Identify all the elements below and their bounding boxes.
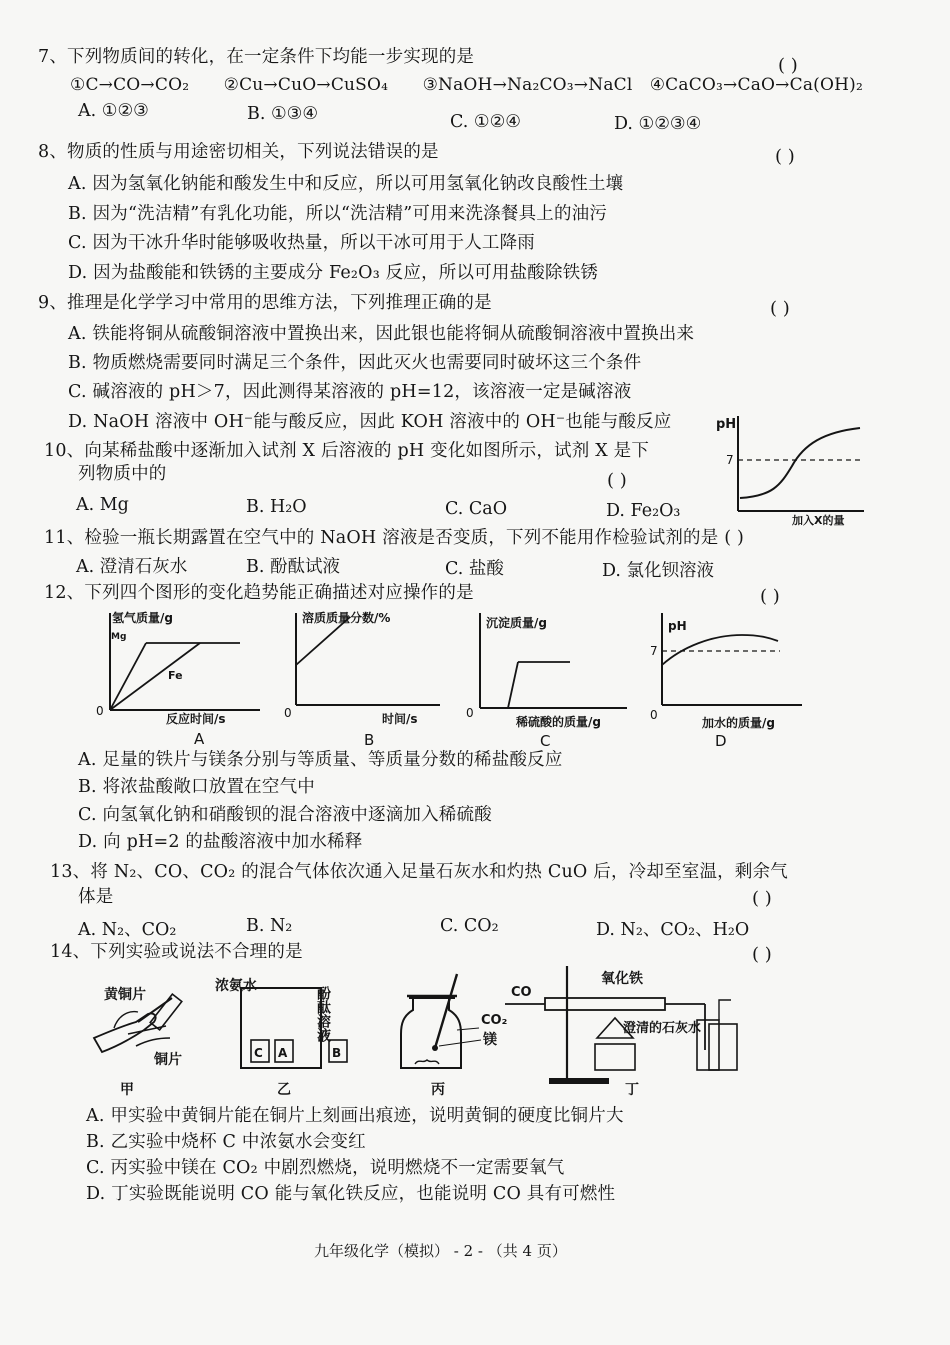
q7-option-c: C. ①②④ <box>450 112 521 132</box>
q12-graph-a-series-fe: Fe <box>168 669 183 682</box>
q12-graph-a <box>90 605 270 750</box>
q14-figure-yi <box>205 968 355 1098</box>
q12-graph-d-ylabel: pH <box>668 619 687 633</box>
q13-option-a: A. N₂、CO₂ <box>78 920 177 940</box>
q12-option-d: D. 向 pH=2 的盐酸溶液中加水稀释 <box>78 832 363 852</box>
q12-option-c: C. 向氢氧化钠和硝酸钡的混合溶液中逐滴加入稀硫酸 <box>78 805 492 825</box>
q12-graph-c-ylabel: 沉淀质量/g <box>486 616 547 630</box>
q10-option-b: B. H₂O <box>246 497 307 517</box>
q10-stem-line2: 列物质中的 <box>78 464 167 484</box>
q14-option-c: C. 丙实验中镁在 CO₂ 中剧烈燃烧，说明燃烧不一定需要氧气 <box>86 1158 565 1178</box>
q14-ding-label-limewater: 澄清的石灰水 <box>623 1021 702 1036</box>
q12-graph-a-ylabel: 氢气质量/g <box>112 611 173 625</box>
q12-graph-d-xlabel: 加水的质量/g <box>702 716 775 730</box>
q14-stem: 14、下列实验或说法不合理的是 <box>50 942 303 962</box>
q14-ding-label-co: CO <box>511 985 532 1000</box>
q7-option-a: A. ①②③ <box>78 101 149 121</box>
q12-graph-d <box>642 605 812 750</box>
q7-stem: 7、下列物质间的转化，在一定条件下均能一步实现的是 <box>38 47 475 67</box>
q14-answer-bracket: ( ) <box>752 944 772 965</box>
q14-bing-name: 丙 <box>431 1082 445 1098</box>
q10-option-a: A. Mg <box>76 495 129 515</box>
q12-graph-c <box>462 605 637 750</box>
q12-graph-c-xlabel: 稀硫酸的质量/g <box>516 715 601 729</box>
q14-yi-beaker-a: A <box>278 1046 288 1060</box>
q12-graph-c-letter: C <box>540 732 551 750</box>
q11-stem: 11、检验一瓶长期露置在空气中的 NaOH 溶液是否变质，下列不能用作检验试剂的是 ( ) <box>44 528 745 548</box>
q10-stem-line1: 10、向某稀盐酸中逐渐加入试剂 X 后溶液的 pH 变化如图所示，试剂 X 是下 <box>44 441 650 461</box>
q14-bing-label-mg: 镁 <box>483 1032 497 1048</box>
q7-option-d: D. ①②③④ <box>614 114 702 134</box>
q8-option-d: D. 因为盐酸能和铁锈的主要成分 Fe₂O₃ 反应，所以可用盐酸除铁锈 <box>68 263 599 283</box>
q12-graph-a-letter: A <box>194 730 205 748</box>
q12-option-b: B. 将浓盐酸敞口放置在空气中 <box>78 777 315 797</box>
q12-graph-b-origin: 0 <box>284 706 292 720</box>
q12-graph-a-origin: 0 <box>96 704 104 718</box>
q13-stem-line1: 13、将 N₂、CO、CO₂ 的混合气体依次通入足量石灰水和灼热 CuO 后，冷却至室温，剩余气 <box>50 862 788 882</box>
q10-answer-bracket: ( ) <box>607 470 627 491</box>
q14-jia-name: 甲 <box>120 1082 134 1098</box>
q9-stem: 9、推理是化学学习中常用的思维方法，下列推理正确的是 <box>38 293 492 313</box>
q12-graph-b-letter: B <box>364 731 375 749</box>
q9-option-c: C. 碱溶液的 pH＞7，因此测得某溶液的 pH=12，该溶液一定是碱溶液 <box>68 382 632 402</box>
q12-graph-b-xlabel: 时间/s <box>382 712 418 726</box>
q9-option-a: A. 铁能将铜从硫酸铜溶液中置换出来，因此银也能将铜从硫酸铜溶液中置换出来 <box>68 324 695 344</box>
q14-bing-label-co2: CO₂ <box>481 1013 508 1028</box>
q7-items: ①C→CO→CO₂ ②Cu→CuO→CuSO₄ ③NaOH→Na₂CO₃→NaCl ④CaCO₃→CaO→Ca(OH)₂ <box>70 75 864 95</box>
q10-graph-tick: 7 <box>726 453 734 467</box>
q14-yi-label-phenolphthalein: 酚酞溶液 <box>315 986 331 1042</box>
q7-answer-bracket: ( ) <box>778 55 798 76</box>
q13-answer-bracket: ( ) <box>752 888 772 909</box>
q11-option-c: C. 盐酸 <box>445 559 504 579</box>
q14-ding-name: 丁 <box>625 1082 639 1098</box>
q9-answer-bracket: ( ) <box>770 298 790 319</box>
q8-option-c: C. 因为干冰升华时能够吸收热量，所以干冰可用于人工降雨 <box>68 233 535 253</box>
q12-graph-d-letter: D <box>715 732 727 750</box>
q7-option-b: B. ①③④ <box>247 104 319 124</box>
q11-option-d: D. 氯化钡溶液 <box>602 561 715 581</box>
svg-text:浓氨水 <box>215 977 257 994</box>
q14-yi-label-ammonia: 浓氨水 <box>215 978 257 994</box>
q10-graph-ylabel: pH <box>716 417 737 432</box>
q14-option-a: A. 甲实验中黄铜片能在铜片上刻画出痕迹，说明黄铜的硬度比铜片大 <box>86 1106 624 1126</box>
q13-option-c: C. CO₂ <box>440 916 499 936</box>
q9-option-b: B. 物质燃烧需要同时满足三个条件，因此灭火也需要同时破坏这三个条件 <box>68 353 642 373</box>
q12-graph-b <box>280 605 450 750</box>
q14-ding-label-fe2o3: 氧化铁 <box>601 971 643 987</box>
q12-graph-a-series-mg: Mg <box>111 632 127 642</box>
q14-jia-label-brass: 黄铜片 <box>104 987 146 1003</box>
q12-answer-bracket: ( ) <box>760 586 780 607</box>
q14-option-d: D. 丁实验既能说明 CO 能与氧化铁反应，也能说明 CO 具有可燃性 <box>86 1184 616 1204</box>
q14-figure-bing <box>395 968 515 1098</box>
q14-yi-beaker-c: C <box>254 1046 263 1060</box>
q10-graph-xlabel: 加入X的量 <box>792 514 845 527</box>
q12-graph-d-origin: 0 <box>650 708 658 722</box>
page-footer: 九年级化学（模拟） - 2 - （共 4 页） <box>314 1242 567 1260</box>
q14-yi-beaker-b: B <box>332 1046 342 1060</box>
q11-option-a: A. 澄清石灰水 <box>76 557 188 577</box>
q12-graph-a-xlabel: 反应时间/s <box>166 712 226 726</box>
q14-figure-jia <box>88 968 200 1098</box>
q14-option-b: B. 乙实验中烧杯 C 中浓氨水会变红 <box>86 1132 366 1152</box>
q14-jia-label-copper: 铜片 <box>154 1052 182 1068</box>
q12-graph-c-origin: 0 <box>466 706 474 720</box>
q10-option-c: C. CaO <box>445 499 508 519</box>
q14-figure-ding <box>505 960 745 1100</box>
q10-ph-graph <box>712 406 872 528</box>
q8-option-b: B. 因为“洗洁精”有乳化功能，所以“洗洁精”可用来洗涤餐具上的油污 <box>68 204 608 224</box>
q8-stem: 8、物质的性质与用途密切相关，下列说法错误的是 <box>38 142 439 162</box>
q11-option-b: B. 酚酞试液 <box>246 557 340 577</box>
q13-option-d: D. N₂、CO₂、H₂O <box>596 920 750 940</box>
q13-option-b: B. N₂ <box>246 916 293 936</box>
q9-option-d: D. NaOH 溶液中 OH⁻能与酸反应，因此 KOH 溶液中的 OH⁻也能与酸反应 <box>68 412 672 432</box>
q12-stem: 12、下列四个图形的变化趋势能正确描述对应操作的是 <box>44 583 474 603</box>
q10-option-d: D. Fe₂O₃ <box>606 501 681 521</box>
q13-stem-line2: 体是 <box>78 887 114 907</box>
q8-option-a: A. 因为氢氧化钠能和酸发生中和反应，所以可用氢氧化钠改良酸性土壤 <box>68 174 624 194</box>
q8-answer-bracket: ( ) <box>775 146 795 167</box>
q12-graph-d-tick: 7 <box>650 644 658 658</box>
q12-graph-b-ylabel: 溶质质量分数/% <box>302 611 391 625</box>
q14-yi-name: 乙 <box>277 1082 291 1098</box>
q12-option-a: A. 足量的铁片与镁条分别与等质量、等质量分数的稀盐酸反应 <box>78 750 563 770</box>
